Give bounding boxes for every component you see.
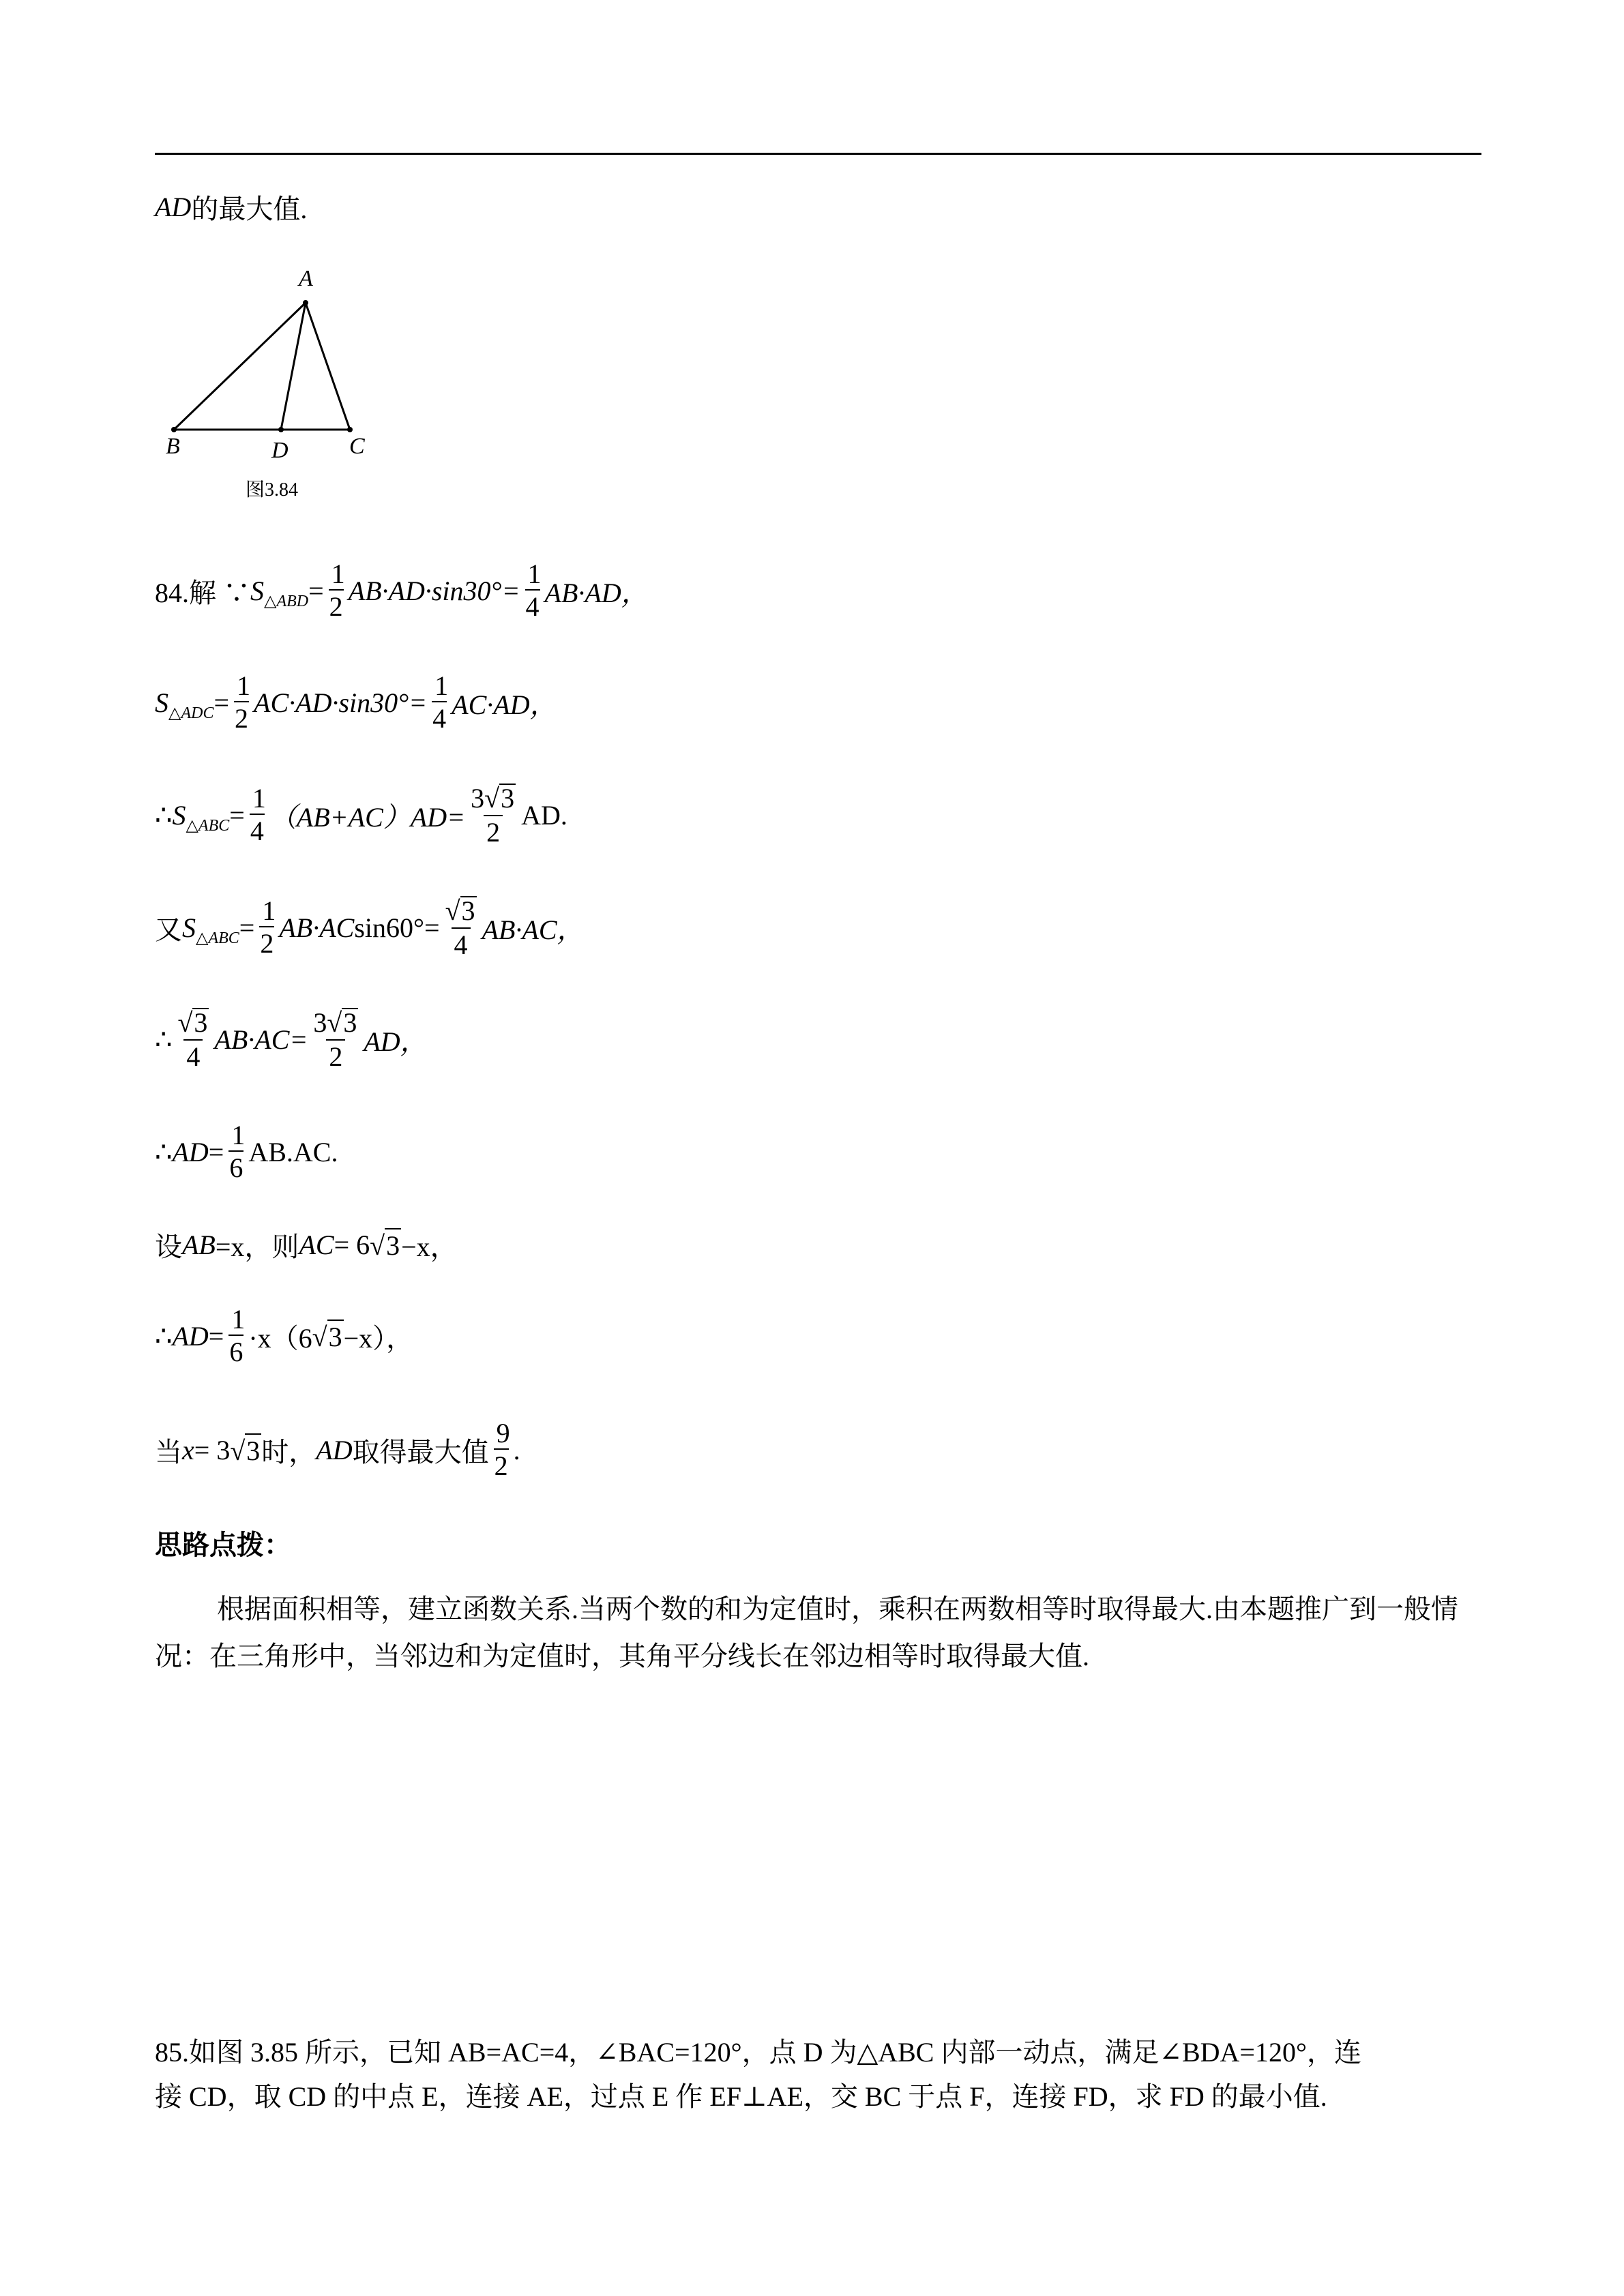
label-b: B (166, 434, 180, 459)
point-a (303, 300, 308, 305)
solution-line-7 (155, 1197, 458, 1292)
solution-line-9 (155, 1402, 520, 1497)
fraction (327, 558, 346, 622)
text: AB (182, 1229, 216, 1260)
text: 3 (471, 783, 485, 814)
text: AB·AD， (544, 577, 649, 608)
text: AD， (364, 1026, 428, 1057)
radicand: 3 (194, 1007, 208, 1038)
denominator: 2 (494, 1450, 508, 1481)
denominator: 2 (260, 928, 274, 959)
text: AB·AD·sin30°= (348, 575, 520, 606)
numerator: 9 (494, 1420, 509, 1450)
point-c (347, 427, 353, 432)
text: AB·AC， (482, 914, 585, 945)
text: x (182, 1434, 194, 1465)
numerator: 1 (228, 1306, 243, 1336)
text: = (208, 1320, 224, 1352)
subscript: △ABD (264, 592, 309, 610)
label-d: D (271, 438, 289, 463)
text: = (208, 1136, 224, 1167)
text: 时， (261, 1436, 316, 1467)
text: AB·AC (279, 912, 355, 943)
text: sin60°= (354, 912, 440, 943)
text: = (239, 912, 255, 943)
text: AD (172, 1136, 209, 1167)
fraction (468, 784, 518, 846)
numerator: 1 (250, 785, 265, 815)
solution-line-1 (155, 543, 649, 638)
sqrt: √ 3 (484, 783, 515, 814)
text: S (172, 799, 186, 831)
radicand: 3 (343, 1007, 357, 1038)
text: AC·AD·sin30°= (254, 687, 428, 718)
fraction (175, 1008, 211, 1071)
text: = (213, 687, 230, 718)
text: ∴ (155, 1136, 173, 1167)
text: S (155, 687, 168, 718)
segment-ac (306, 303, 350, 430)
sqrt: √ 3 (177, 1007, 208, 1038)
fraction (257, 897, 276, 957)
text: ·x（6 (248, 1322, 312, 1354)
numerator (310, 1008, 361, 1039)
text: 当 (155, 1436, 182, 1467)
radicand: 3 (245, 1433, 261, 1467)
denominator: 2 (329, 591, 343, 622)
numerator: 1 (228, 1122, 243, 1152)
text: 3 (313, 1007, 327, 1038)
solution-line-8 (155, 1288, 413, 1384)
numerator (443, 896, 479, 927)
problem-85-line-1: 85.如图 3.85 所示，已知 AB=AC=4，∠BAC=120°，点 D 为△ABC 内部一动点，满足∠BDA=120°，连 (155, 2037, 1361, 2068)
text: 取得最大值 (352, 1436, 489, 1467)
subscript: △ADC (168, 704, 214, 722)
denominator: 2 (326, 1039, 345, 1071)
text: ∴ (155, 799, 173, 831)
text: = (229, 799, 245, 831)
fraction (443, 896, 479, 959)
figure-caption: 图3.84 (246, 479, 299, 501)
solution-line-6 (155, 1104, 338, 1199)
label-c: C (349, 434, 365, 459)
sqrt: √ 3 (327, 1007, 357, 1038)
fraction (430, 672, 449, 732)
numerator: 1 (259, 897, 274, 927)
denominator: 4 (432, 703, 447, 734)
text: AC·AD， (452, 689, 557, 720)
text: −x， (401, 1231, 458, 1262)
segment-ab (174, 303, 306, 430)
text: = (308, 575, 324, 606)
text: 84.解 ∵ (155, 577, 250, 608)
point-b (171, 427, 177, 432)
sqrt: √ 3 (230, 1433, 261, 1467)
fraction (232, 672, 251, 732)
text: = 6 (334, 1229, 370, 1260)
tips-body: 根据面积相等，建立函数关系.当两个数的和为定值时，乘积在两数相等时取得最大.由本题推广到一般情况：在三角形中，当邻边和为定值时，其角平分线长在邻边相等时取得最大值. (155, 1594, 1458, 1671)
solution-line-4 (155, 880, 585, 975)
text: AD (172, 1320, 209, 1352)
numerator: 1 (234, 672, 249, 702)
sqrt: √ 3 (445, 895, 475, 926)
text: ∴ (155, 1024, 173, 1055)
solution-line-5 (155, 992, 428, 1087)
text: −x）， (343, 1322, 414, 1354)
fraction (248, 785, 267, 845)
ad-text: AD (155, 191, 192, 222)
problem-85-line-2: 接 CD，取 CD 的中点 E，连接 AE，过点 E 作 EF⊥AE，交 BC 于点 F，连接 FD，求 FD 的最小值. (155, 2081, 1327, 2112)
fraction (226, 1122, 246, 1182)
text: AD (316, 1434, 353, 1465)
tips-title: 思路点拨： (155, 1529, 291, 1560)
fraction (310, 1008, 361, 1071)
text: AB.AC. (248, 1136, 338, 1167)
solution-line-3 (155, 767, 567, 863)
sqrt: √ 3 (370, 1228, 401, 1262)
radicand: 3 (461, 895, 475, 926)
sqrt: √ 3 (312, 1320, 344, 1353)
text: . (513, 1434, 520, 1465)
text: =x，则 (215, 1231, 299, 1262)
text: = 3 (194, 1434, 231, 1465)
numerator: 1 (432, 672, 447, 702)
fraction (523, 558, 542, 622)
text: S (250, 575, 264, 606)
header-text: 的最大值. (191, 193, 308, 224)
numerator (468, 784, 518, 815)
numerator: 1 (525, 561, 540, 591)
label-a: A (299, 266, 313, 291)
text: AB·AC= (214, 1024, 308, 1055)
denominator: 4 (525, 591, 540, 622)
solution-line-2 (155, 655, 557, 750)
radicand: 3 (327, 1320, 344, 1353)
subscript: △ABC (186, 816, 230, 835)
radicand: 3 (385, 1228, 401, 1262)
numerator: 1 (329, 561, 344, 591)
denominator: 6 (229, 1152, 243, 1183)
denominator: 2 (484, 815, 503, 846)
text: ∴ (155, 1320, 173, 1352)
numerator (175, 1008, 211, 1039)
denominator: 2 (235, 703, 249, 734)
fraction (492, 1420, 511, 1480)
triangle-figure (0, 0, 477, 518)
point-d (278, 427, 284, 432)
denominator: 6 (229, 1337, 243, 1367)
text: AD. (521, 799, 567, 831)
subscript: △ABC (196, 929, 239, 947)
text: 又 (155, 914, 182, 945)
denominator: 4 (183, 1039, 203, 1071)
fraction (226, 1306, 246, 1366)
text: 设 (155, 1231, 182, 1262)
denominator: 4 (452, 927, 471, 959)
denominator: 4 (250, 816, 264, 846)
text: AC (299, 1229, 334, 1260)
text: S (182, 912, 196, 943)
text: （AB+AC）AD= (269, 801, 466, 833)
radicand: 3 (501, 783, 515, 814)
